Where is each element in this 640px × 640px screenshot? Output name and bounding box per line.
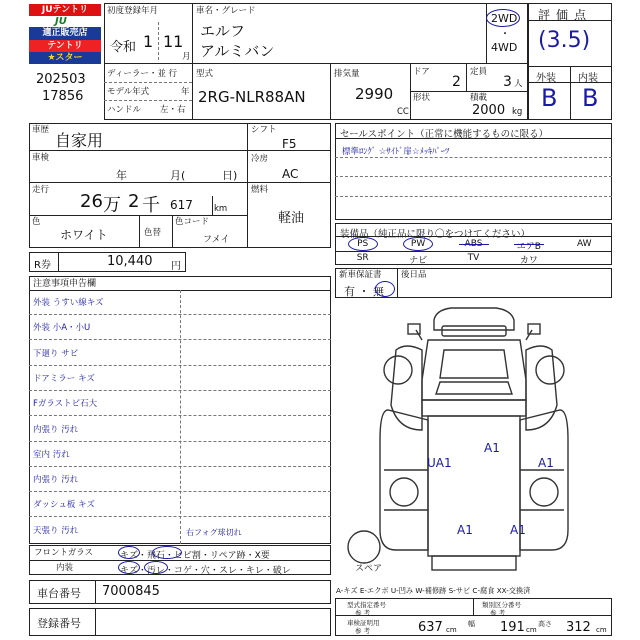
mileage-label: 走行 <box>32 185 50 195</box>
type-designation-sub: 参 考 <box>355 609 371 617</box>
fuel: 軽油 <box>278 211 305 226</box>
equipment-item: カワ <box>519 256 538 266</box>
logo-panel <box>29 4 101 66</box>
car-history: 自家用 <box>55 131 104 150</box>
reg-month: 11 <box>163 32 184 51</box>
door-count: 2 <box>452 74 461 90</box>
reg-year: 1 <box>143 32 154 51</box>
displacement-label: 排気量 <box>334 69 360 79</box>
logo-ju-banner: JUテントリ <box>29 4 101 16</box>
displacement: 2990 <box>355 85 394 103</box>
model-year-unit: 年 <box>181 87 190 97</box>
drive-2wd: 2WD <box>491 12 518 25</box>
length-sub: 参 考 <box>355 627 371 635</box>
int-grade: B <box>582 84 599 112</box>
length: 637 <box>418 620 443 635</box>
notes-divider <box>29 365 331 366</box>
type-designation-label: 型式指定番号 <box>347 601 386 609</box>
lot-number-2: 17856 <box>42 89 84 104</box>
equipment-item: PS <box>357 239 369 249</box>
reg-era: 令和 <box>110 40 137 55</box>
notes-divider <box>29 516 331 517</box>
equipment-title: 装備品（純正品に限り〇をつけてください） <box>340 229 531 240</box>
equipment-item: ABS <box>464 239 483 249</box>
load-capacity: 2000 <box>472 103 506 118</box>
height-unit: cm <box>596 626 607 634</box>
shape-label: 形状 <box>413 93 431 103</box>
front-glass-value: キズ・飛石・ヒビ割・リペア跡・X要 <box>120 551 270 561</box>
color-change-label: 色替 <box>144 228 162 238</box>
frame-no-label: 車台番号 <box>37 587 81 600</box>
shaken-year: 年 <box>116 169 127 182</box>
notes-extra: 右フォグ球切れ <box>186 528 242 537</box>
mileage-man-unit: 万 <box>103 195 121 216</box>
class-code-sub: 参 考 <box>490 609 506 617</box>
interior-value: キズ・汚レ・コゲ・穴・スレ・キレ・破レ <box>120 566 291 576</box>
capacity-unit: 人 <box>514 79 523 89</box>
shaken-day: 日) <box>222 169 238 182</box>
fuel-label: 燃料 <box>251 185 269 195</box>
warranty-value: 有 ・ 無 <box>344 285 384 298</box>
warranty-label: 新車保証書 <box>339 270 382 280</box>
notes-item: 下廻り サビ <box>33 348 79 359</box>
handle-value: 左・右 <box>160 105 186 115</box>
width: 191 <box>500 620 525 635</box>
sales-line-1: 標準ﾛﾝｸﾞ ☆ｻｲﾄﾞ扉☆ﾒｯｷﾊﾟｰﾂ <box>342 147 450 157</box>
damage-mark-left: UA1 <box>427 456 452 470</box>
shaken-month: 月( <box>170 169 186 182</box>
reg-month-unit: 月 <box>182 52 191 62</box>
equipment-item: TV <box>467 253 480 263</box>
notes-divider <box>29 415 331 416</box>
recycle-yen: 円 <box>171 261 181 272</box>
interior-kizu-circle <box>118 561 140 574</box>
model-code-label: 型式 <box>196 69 214 79</box>
reg-no-label: 登録番号 <box>37 617 81 630</box>
width-label: 幅 <box>468 620 475 628</box>
equipment-item: ナビ <box>409 256 428 266</box>
color-code-label: 色コード <box>175 217 210 227</box>
shaken-label: 車検 <box>32 153 50 163</box>
spare-label: スペア <box>355 564 383 574</box>
drive-dot: ・ <box>500 29 510 40</box>
shift-label: シフト <box>251 125 277 135</box>
notes-item: Fガラストビ石大 <box>33 399 98 410</box>
lot-number-1: 202503 <box>36 72 86 87</box>
first-reg-label: 初度登録年月 <box>107 6 159 16</box>
shift: F5 <box>282 137 297 151</box>
mileage-sen-unit: 千 <box>142 195 160 216</box>
model-year-label: モデル年式 <box>107 87 150 97</box>
recycle-label: R券 <box>34 260 51 271</box>
damage-mark-rear-left: A1 <box>457 523 473 537</box>
damage-mark-rear-right: A1 <box>510 523 526 537</box>
ac: AC <box>282 167 299 181</box>
notes-divider <box>29 441 331 442</box>
height: 312 <box>566 620 591 635</box>
mileage-unit: km <box>214 204 228 214</box>
int-grade-label: 内装 <box>578 73 598 84</box>
equipment-strike <box>459 244 489 245</box>
logo-star: ★スター <box>29 52 101 64</box>
notes-item: 天張り 汚れ <box>33 525 79 536</box>
notes-item: 室内 汚れ <box>33 449 70 460</box>
notes-title: 注意事項申告欄 <box>33 279 97 289</box>
model-code: 2RG-NLR88AN <box>198 88 306 106</box>
car-name-label: 車名・グレード <box>196 6 256 16</box>
damage-mark-right: A1 <box>538 456 554 470</box>
glass-tobiishi-circle <box>152 546 182 559</box>
score-value: (3.5) <box>538 28 591 53</box>
equipment-item: AW <box>577 239 592 249</box>
notes-item: ダッシュ板 キズ <box>33 500 95 511</box>
notes-divider <box>29 466 331 467</box>
front-glass-label: フロントガラス <box>34 548 93 558</box>
dealer-label: ディーラー・並 行 <box>107 69 178 79</box>
load-label: 積載 <box>470 93 488 103</box>
logo-ju-mark: JU <box>55 16 67 27</box>
notes-item: 内張り 汚れ <box>33 424 79 435</box>
interior-label: 内装 <box>56 563 74 573</box>
length-label: 車検証明用 <box>347 619 380 627</box>
notes-divider <box>29 390 331 391</box>
notes-divider <box>29 339 331 340</box>
door-label: ドア <box>413 67 430 77</box>
notes-divider <box>29 491 331 492</box>
class-code-label: 類別区分番号 <box>482 601 521 609</box>
capacity: 3 <box>503 74 512 90</box>
car-name: エルフ <box>200 22 246 40</box>
score-label: 評価点 <box>538 8 593 22</box>
notes-item: 外装 うすい線キズ <box>33 298 104 308</box>
logo-dealer-text: 適正販売店 <box>29 27 101 40</box>
color-code: フメイ <box>203 235 230 245</box>
notes-divider <box>29 314 331 315</box>
mileage-rest: 617 <box>170 198 193 212</box>
color-label: 色 <box>32 217 41 227</box>
interior-yogore-circle <box>144 561 168 574</box>
ac-label: 冷房 <box>251 154 269 164</box>
warranty-none-circle <box>375 281 395 297</box>
logo-tentori: テントリ <box>29 40 101 52</box>
drive-4wd: 4WD <box>491 41 518 54</box>
sales-title: セールスポイント（正常に機能するものに限る） <box>340 129 549 140</box>
equipment-strike <box>514 244 544 245</box>
car-grade: アルミバン <box>200 42 275 60</box>
frame-no: 7000845 <box>102 584 160 599</box>
car-history-label: 車歴 <box>32 125 50 135</box>
equipment-item: PW <box>410 239 426 249</box>
mileage-man: 26 <box>80 191 103 212</box>
equipment-circle <box>348 237 378 251</box>
damage-mark-front: A1 <box>484 441 500 455</box>
ext-grade: B <box>541 84 558 112</box>
load-unit: kg <box>512 107 523 117</box>
height-label: 高さ <box>538 620 552 628</box>
damage-legend: A-キズ E-エクボ U-凹み W-補修跡 S-サビ C-腐食 XX-交換済 <box>336 586 531 595</box>
vehicle-diagram <box>336 300 612 580</box>
width-unit: cm <box>526 626 537 634</box>
notes-item: 内張り 汚れ <box>33 475 79 486</box>
notes-item: ドアミラー キズ <box>33 373 95 384</box>
equipment-circle <box>403 237 433 251</box>
header-frame <box>104 3 528 120</box>
color: ホワイト <box>60 228 108 242</box>
equipment-item: エアB <box>516 242 541 252</box>
displacement-unit: CC <box>397 107 409 117</box>
equipment-item: SR <box>356 253 369 263</box>
glass-kizu-circle <box>118 546 140 559</box>
capacity-label: 定員 <box>470 67 488 77</box>
handle-label: ハンドル <box>107 105 142 115</box>
recycle-value: 10,440 <box>107 254 153 269</box>
length-unit: cm <box>446 626 457 634</box>
notes-item: 外装 小A・小U <box>33 323 91 334</box>
ext-grade-label: 外装 <box>536 73 556 84</box>
next-owner-label: 後日品 <box>401 270 427 280</box>
mileage-sen: 2 <box>128 191 140 212</box>
